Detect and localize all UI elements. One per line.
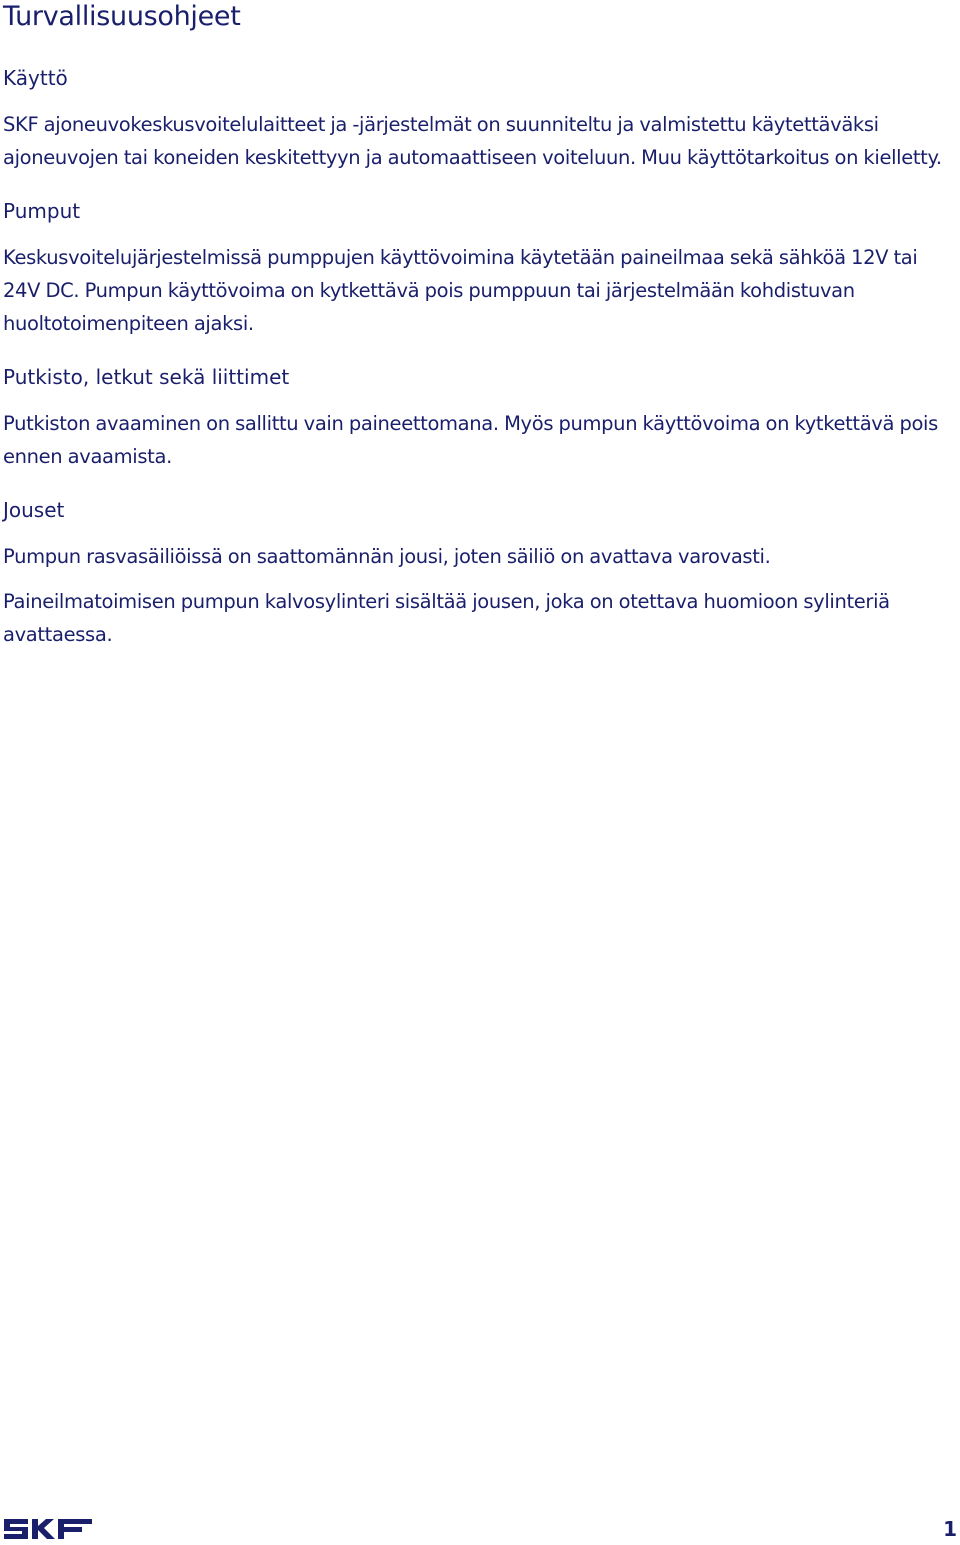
section-heading-pumput: Pumput	[3, 199, 81, 223]
section-paragraph: Putkiston avaaminen on sallittu vain paineettomana. Myös pumpun käyttövoima on kytkettävä pois ennen avaamista.	[3, 412, 938, 468]
page-number: 1	[943, 1517, 957, 1541]
section-heading-jouset: Jouset	[3, 498, 65, 522]
section-paragraph: SKF ajoneuvokeskusvoitelulaitteet ja -järjestelmät on suunniteltu ja valmistettu käytettäväksi ajoneuvojen tai koneiden keskitettyyn ja automaattiseen voiteluun. Muu käyttötarkoitus on kielletty.	[3, 113, 942, 169]
skf-logo-icon	[2, 1516, 94, 1542]
section-jouset	[3, 496, 953, 651]
document-page	[3, 0, 953, 651]
section-heading-kaytto: Käyttö	[3, 66, 68, 90]
section-paragraph: Keskusvoitelujärjestelmissä pumppujen käyttövoimina käytetään paineilmaa sekä sähköä 12V tai 24V DC. Pumpun käyttövoima on kytkettävä pois pumppuun tai järjestelmään kohdistuvan huoltotoimenpiteen ajaksi.	[3, 246, 918, 335]
page-title: Turvallisuusohjeet	[3, 1, 241, 32]
section-putkisto	[3, 363, 953, 473]
section-paragraph: Pumpun rasvasäiliöissä on saattomännän jousi, joten säiliö on avattava varovasti.	[3, 545, 771, 568]
section-pumput	[3, 197, 953, 340]
section-paragraph: Paineilmatoimisen pumpun kalvosylinteri sisältää jousen, joka on otettava huomioon sylinteriä avattaessa.	[3, 590, 890, 646]
section-heading-putkisto: Putkisto, letkut sekä liittimet	[3, 365, 290, 389]
section-kaytto	[3, 64, 953, 174]
